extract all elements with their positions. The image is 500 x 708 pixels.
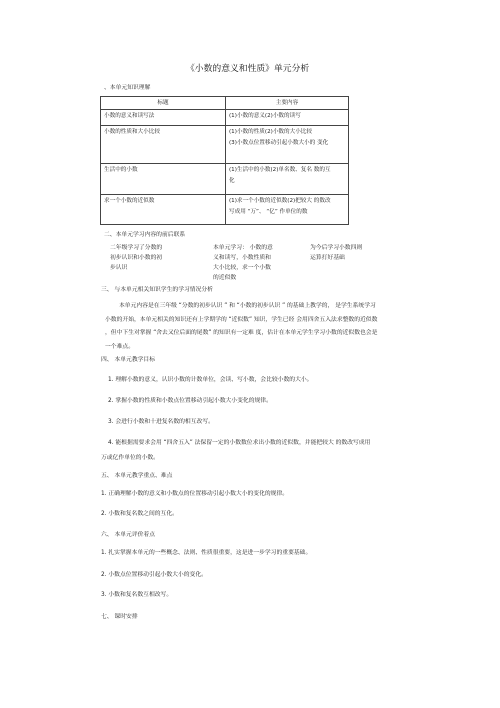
table-header-content: 主要内容 xyxy=(226,97,349,110)
section-7-heading: 七、 课时安排 xyxy=(101,614,138,620)
list-item: 4. 能根据需要求会用 “四舍五入” 法保留一定的小数数位求出小数的近似数，并能把较大 的数改写成用 xyxy=(108,440,371,446)
section-5-heading: 五、 本单元教学重点、难点 xyxy=(101,473,173,479)
section-1-heading: 、本单元知识理解 xyxy=(104,85,151,91)
table-cell-content: (1)小数的性质(2)小数的大小比较 (3)小数点位置移动引起小数大小的 变化 xyxy=(226,125,349,163)
document-title: 《小数的意义和性质》单元分析 xyxy=(186,64,310,74)
table-cell-topic: 求一个小数的近似数 xyxy=(101,194,226,224)
section-2-heading: 二、本单元学习内容的前后联系 xyxy=(104,232,186,238)
list-item: 3. 会进行小数和十进复名数的相互改写。 xyxy=(108,419,214,425)
section-2-prior-knowledge: 二年级学习了分数的 初步认识和小数的初 步认识 xyxy=(110,245,163,271)
list-item: 1. 扎实掌握本单元的一些概念、法则、性质很重要，这是进一步学习的重要基础。 xyxy=(101,550,312,556)
table-row xyxy=(101,110,349,126)
list-item: 3. 小数和复名数互相改写。 xyxy=(101,592,173,598)
table-cell-content: (1)小数的意义(2)小数的读写 xyxy=(226,110,349,126)
section-3-paragraph: 本单元内容是在三年级 “分数的初步认识 ” 和 “小数的初步认识 ” 的基础上教学的， 是学生系统学习 小数的开始，本单元相关的知识还有上学期学的 “近似数” 知识，学生已经 会用四舍五入法求整数的近似数 ，但中下生对掌握 “舍去又位后面的尾数” 的知识有一定难 度，估计在本单元学生学习小数的近似数也会是 一个难点。 xyxy=(105,303,378,350)
table-cell-topic: 小数的性质和大小比较 xyxy=(101,125,226,163)
list-item: 1. 理解小数的意义，认识小数的计数单位，会读、写小数，会比较小数的大小。 xyxy=(108,377,313,383)
list-item: 2. 掌握小数的性质和小数点位置移动引起小数大小变化的规律。 xyxy=(108,398,272,404)
section-3-heading: 三、 与本单元相关知识学生的学习情况分析 xyxy=(101,287,213,293)
table-header-row xyxy=(101,97,349,110)
section-2-current-unit: 本单元学习： 小数的意 义和读写，小数性质和 大小比较，求一个小数 的近似数 xyxy=(213,245,273,281)
list-item: 1. 正确理解小数的意义和小数点的位置移动引起小数大小的变化的规律。 xyxy=(101,491,289,497)
table-header-topic: 标题 xyxy=(101,97,226,110)
table-cell-topic: 生活中的小数 xyxy=(101,163,226,194)
table-row xyxy=(101,163,349,194)
section-6-heading: 六、 本单元评价着点 xyxy=(101,532,156,538)
section-4-heading: 四、 本单元教学目标 xyxy=(101,357,156,363)
table-row xyxy=(101,125,349,163)
table-cell-content: (1)求一个小数的近似数(2)把较大 的数改 写成用 “万”、 “亿” 作单位的数 xyxy=(226,194,349,224)
table-cell-topic: 小数的意义和读写法 xyxy=(101,110,226,126)
table-cell-content: (1)生活中的小数(2)单名数、复名 数的互 化 xyxy=(226,163,349,194)
list-item: 2. 小数和复名数之间的互化。 xyxy=(101,511,178,517)
table-row xyxy=(101,194,349,224)
section-2-future-learning: 为今后学习小数四则 运算打好基础 xyxy=(310,245,363,261)
unit-content-table xyxy=(100,96,349,225)
list-item: 2. 小数点位置移动引起小数大小的变化。 xyxy=(101,572,207,578)
list-item-continuation: 万或亿作单位的小数。 xyxy=(101,455,159,461)
